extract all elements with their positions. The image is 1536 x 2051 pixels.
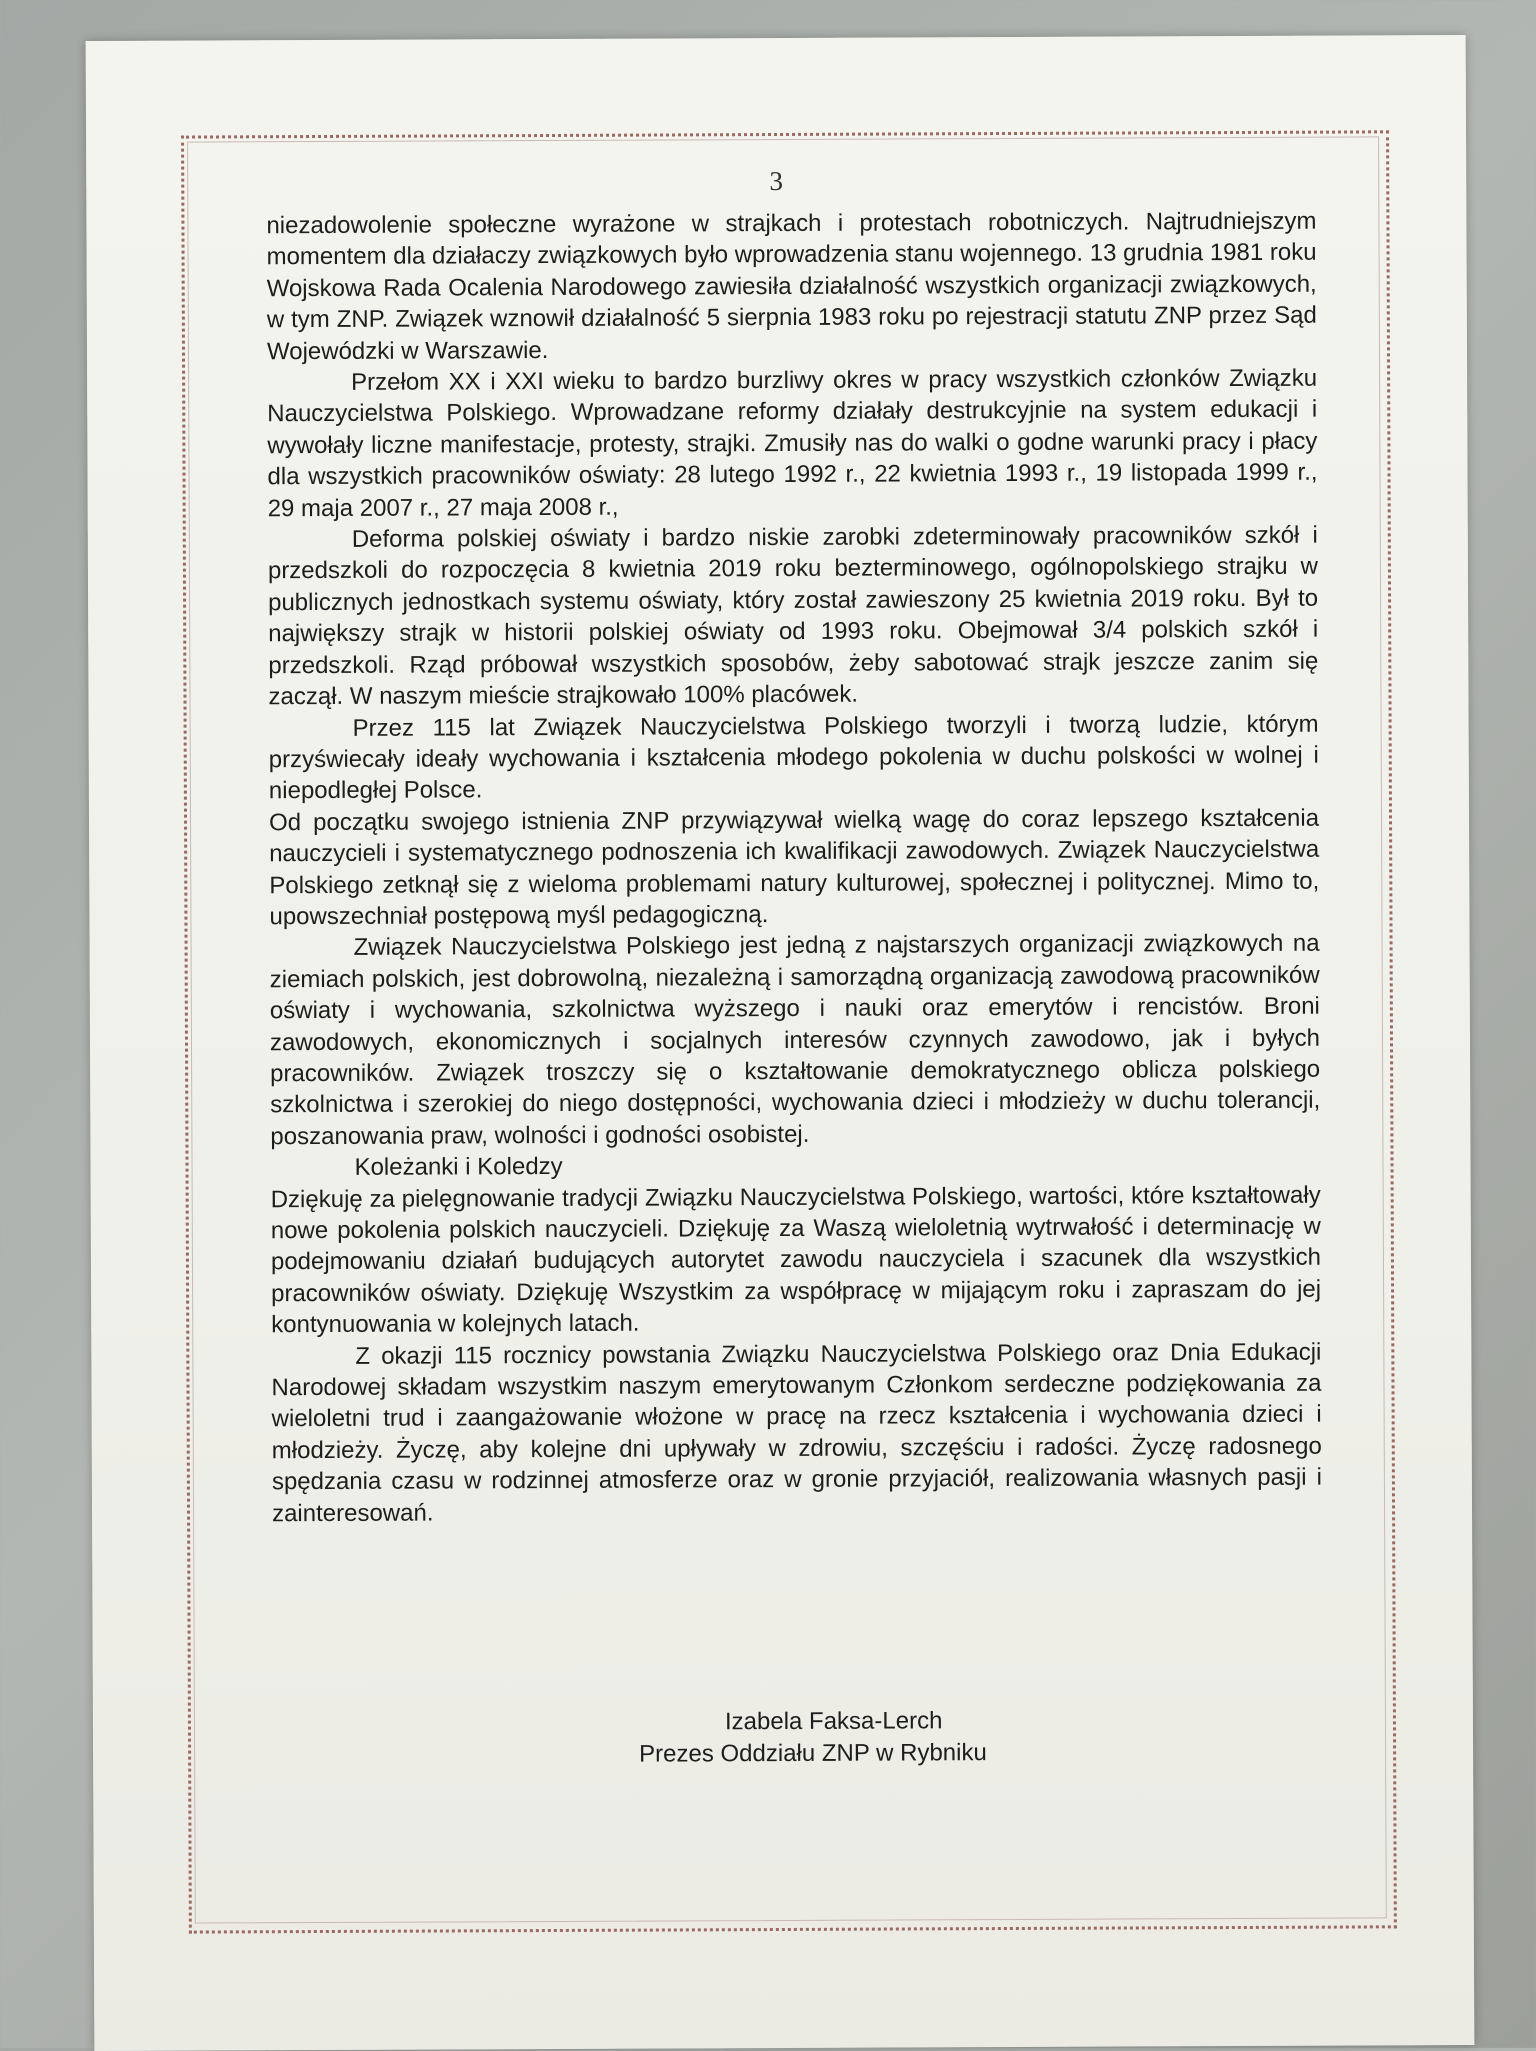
- letter-body: [266, 206, 1322, 1530]
- paragraph-6: Związek Nauczycielstwa Polskiego jest jedną z najstarszych organizacji związkowych na ziemiach polskich, jest dobrowolną, niezależną i samorządną organizacją zawodową pracowników oświaty i wychowania, szkolnictwa wyższego i nauki oraz emerytów i rencistów. Broni zawodowych, ekonomicznych i socjalnych interesów czynnych zawodowo, jak i byłych pracowników. Związek troszczy się o kształtowanie demokratycznego oblicza polskiego szkolnictwa i szerokiej do niego dostępności, wychowania dzieci i młodzieży w duchu tolerancji, poszanowania praw, wolności i godności osobistej.: [269, 929, 1321, 1151]
- paragraph-5: Od początku swojego istnienia ZNP przywiązywał wielką wagę do coraz lepszego kształcenia nauczycieli i systematycznego podnoszenia ich kwalifikacji zawodowych. Związek Nauczycielstwa Polskiego zetknął się z wieloma problemami natury kulturowej, społecznej i politycznej. Mimo to, upowszechniał postępową myśl pedagogiczną.: [268, 804, 1320, 931]
- paragraph-2: Przełom XX i XXI wieku to bardzo burzliwy okres w pracy wszystkich członków Związku Nauczycielstwa Polskiego. Wprowadzane reformy działały destrukcyjnie na system edukacji i wywołały liczne manifestacje, protesty, strajki. Zmusiły nas do walki o godne warunki pracy i płacy dla wszystkich pracowników oświaty: 28 lutego 1992 r., 22 kwietnia 1993 r., 19 listopada 1999 r., 29 maja 2007 r., 27 maja 2008 r.,: [267, 364, 1318, 522]
- paper-sheet: [86, 35, 1475, 2051]
- paragraph-7: Dziękuję za pielęgnowanie tradycji Związku Nauczycielstwa Polskiego, wartości, które kształtowały nowe pokolenia polskich nauczycieli. Dziękuję za Waszą wieloletnią wytrwałość i determinację w podejmowaniu działań budujących autorytet zawodu nauczyciela i szacunek dla wszystkich pracowników oświaty. Dziękuję Wszystkim za współpracę w mijającym roku i zapraszam do jej kontynuowania w kolejnych latach.: [270, 1181, 1322, 1339]
- paragraph-4: Przez 115 lat Związek Nauczycielstwa Polskiego tworzyli i tworzą ludzie, którym przyświecały ideały wychowania i kształcenia młodego pokolenia w duchu polskości w wolnej i niepodległej Polsce.: [268, 710, 1319, 805]
- salutation: Koleżanki i Koledzy: [354, 1153, 563, 1182]
- paragraph-8: Z okazji 115 rocznicy powstania Związku Nauczycielstwa Polskiego oraz Dnia Edukacji Narodowej składam wszystkim naszym emerytowanym Członkom serdeczne podziękowania za wieloletni trud i zaangażowanie włożone w pracę na rzecz kształcenia i wychowania dzieci i młodzieży. Życzę, aby kolejne dni upływały w zdrowiu, szczęściu i radości. Życzę radosnego spędzania czasu w rodzinnej atmosferze oraz w gronie przyjaciół, realizowania własnych pasji i zainteresowań.: [271, 1338, 1322, 1527]
- signature-title: Prezes Oddziału ZNP w Rybniku: [639, 1739, 987, 1768]
- page-number: 3: [769, 165, 784, 197]
- paragraph-3: Deforma polskiej oświaty i bardzo niskie zarobki zdeterminowały pracowników szkół i przedszkoli do rozpoczęcia 8 kwietnia 2019 roku bezterminowego, ogólnopolskiego strajku w publicznych jednostkach systemu oświaty, który został zawieszony 25 kwietnia 2019 roku. Był to największy strajk w historii polskiej oświaty od 1993 roku. Obejmował 3/4 polskich szkół i przedszkoli. Rząd próbował wszystkich sposobów, żeby sabotować strajk jeszcze zanim się zaczął. W naszym mieście strajkowało 100% placówek.: [267, 521, 1319, 711]
- paragraph-1: niezadowolenie społeczne wyrażone w strajkach i protestach robotniczych. Najtrudniejszym momentem dla działaczy związkowych było wprowadzenia stanu wojennego. 13 grudnia 1981 roku Wojskowa Rada Ocalenia Narodowego zawiesiła działalność wszystkich organizacji związkowych, w tym ZNP. Związek wznowił działalność 5 sierpnia 1983 roku po rejestracji statutu ZNP przez Sąd Wojewódzki w Warszawie.: [266, 207, 1317, 365]
- signature-name: Izabela Faksa-Lerch: [724, 1707, 943, 1736]
